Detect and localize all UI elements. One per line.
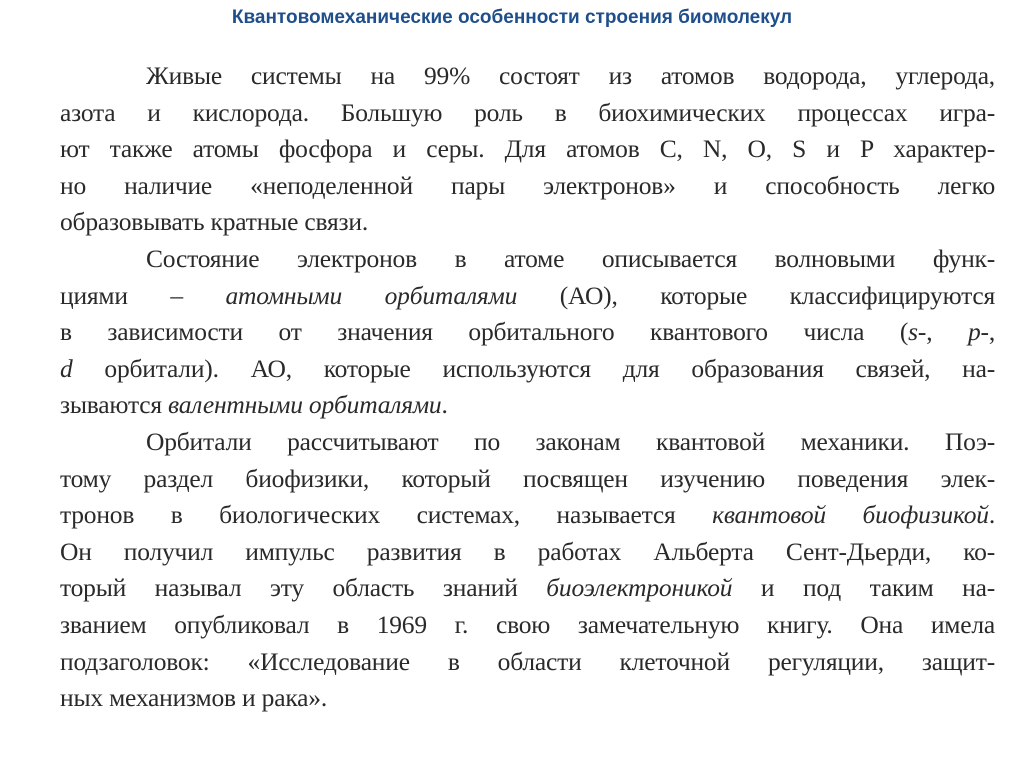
text-line — [60, 278, 995, 315]
italic-term: атомными орбиталями — [225, 280, 518, 310]
text-run: орбитали). АО, которые используются для образования связей, на- — [72, 353, 995, 383]
text-run: -, — [980, 317, 995, 347]
text-run: торый называл эту область знаний — [60, 573, 547, 603]
text-line: тому раздел биофизики, который посвящен изучению поведения элек- — [60, 463, 995, 493]
text-line — [60, 387, 995, 424]
italic-term: валентными орбиталями — [168, 390, 442, 420]
text-line: ных механизмов и рака». — [60, 683, 327, 713]
text-line: Состояние электронов в атоме описывается волновыми функ- — [146, 243, 995, 273]
paragraph-2 — [60, 241, 995, 424]
italic-term: биоэлектроникой — [546, 573, 733, 603]
italic-term: d — [60, 353, 73, 383]
text-run: -, — [917, 317, 968, 347]
text-run: (АО), которые классифицируются — [517, 280, 995, 310]
text-line — [60, 351, 995, 388]
text-line — [60, 497, 995, 534]
text-run: . — [988, 500, 995, 530]
text-run: в зависимости от значения орбитального квантового числа ( — [60, 317, 909, 347]
text-line: Орбитали рассчитывают по законам квантовой механики. Поэ- — [146, 426, 995, 456]
italic-term: p — [967, 317, 981, 347]
text-line — [60, 570, 995, 607]
text-line — [60, 314, 995, 351]
text-run: циями – — [60, 280, 226, 310]
text-run: тронов в биологических системах, называется — [60, 500, 713, 530]
paragraph-1 — [60, 58, 995, 241]
text-run: зываются — [60, 390, 169, 420]
text-line: Живые системы на 99% состоят из атомов водорода, углерода, — [146, 61, 995, 90]
paragraph-3 — [60, 424, 995, 717]
text-run: . — [441, 390, 448, 420]
text-line: но наличие «неподеленной пары электронов» и способность легко — [60, 170, 995, 200]
text-line: подзаголовок: «Исследование в области клеточной регуляции, защит- — [60, 646, 995, 676]
text-line: ют также атомы фосфора и серы. Для атомов C, N, O, S и P характер- — [60, 134, 995, 164]
text-line: Он получил импульс развития в работах Альберта Сент-Дьерди, ко- — [60, 536, 995, 566]
italic-term: s — [908, 317, 918, 347]
slide-title: Квантовомеханические особенности строения биомолекул — [231, 7, 793, 28]
text-run: и под таким на- — [732, 573, 995, 603]
text-line: званием опубликовал в 1969 г. свою замечательную книгу. Она имела — [60, 609, 995, 639]
scanned-text-page — [60, 58, 995, 717]
italic-term: квантовой биофизикой — [712, 500, 989, 530]
text-line: образовывать кратные связи. — [60, 207, 369, 237]
text-line: азота и кислорода. Большую роль в биохимических процессах игра- — [60, 97, 995, 127]
